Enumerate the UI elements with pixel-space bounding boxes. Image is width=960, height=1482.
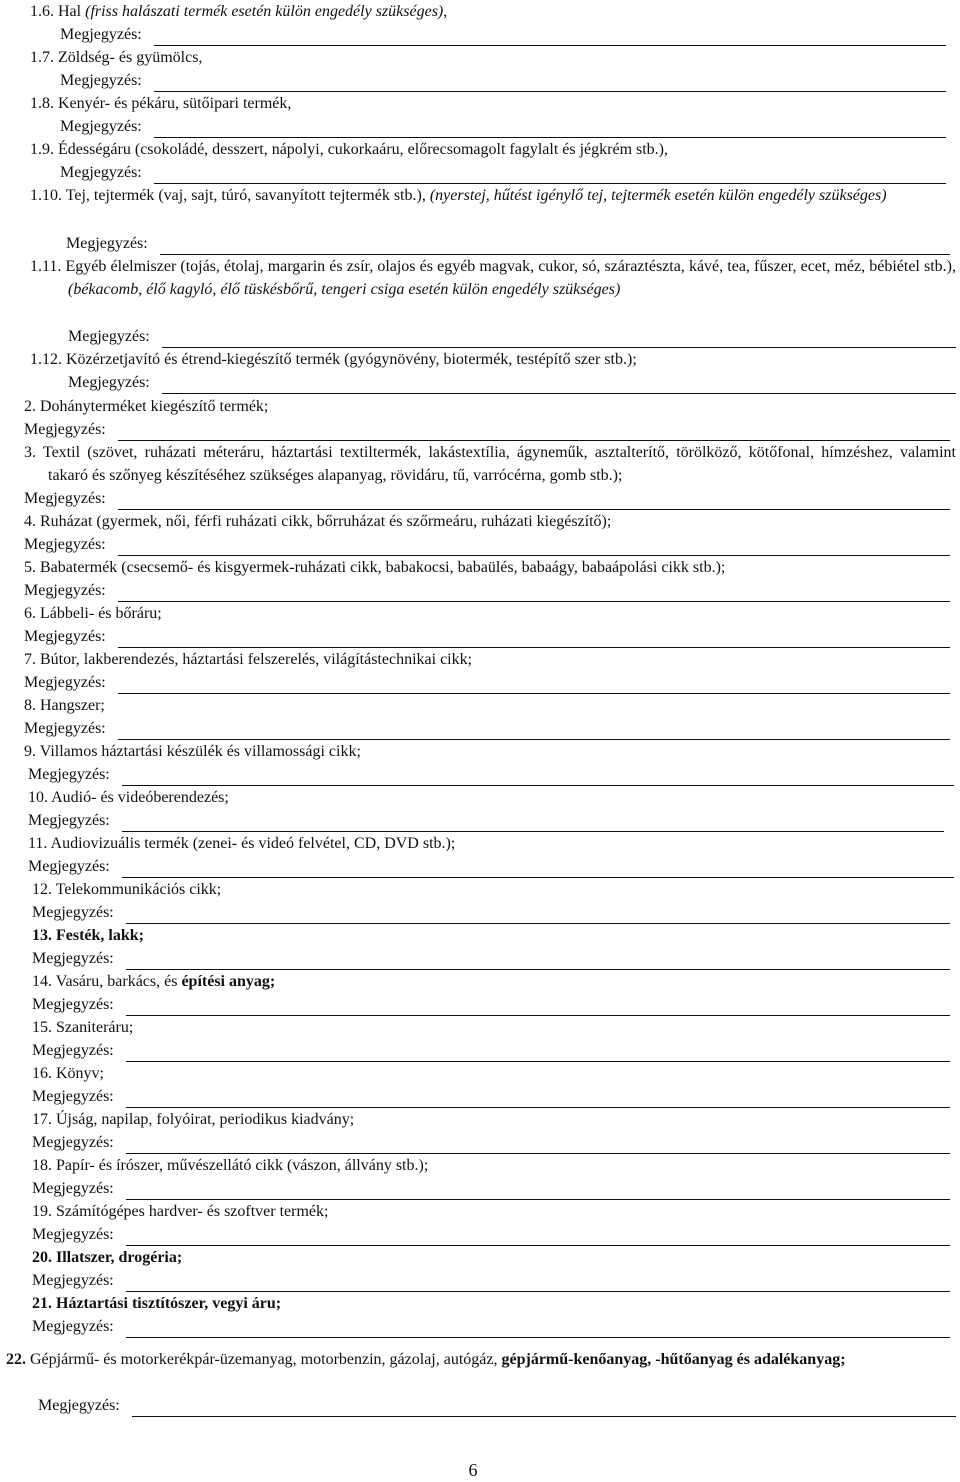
note-field[interactable] xyxy=(32,1177,950,1200)
note-field[interactable] xyxy=(60,23,946,46)
item-text: Egyéb élelmiszer (tojás, étolaj, margarin és zsír, olajos és egyéb magvak, cukor, só, száraztészta, kávé, tea, fűszer, ecet, méz, bébiétel stb.), xyxy=(65,258,956,275)
item-21 xyxy=(32,1292,281,1315)
note-label: Megjegyzés: xyxy=(24,490,106,507)
item-text: Lábbeli- és bőráru; xyxy=(40,605,162,622)
note-field[interactable] xyxy=(68,325,956,348)
item-number: 16. xyxy=(32,1065,52,1082)
item-number: 1.12. xyxy=(30,351,62,368)
note-line xyxy=(162,376,956,394)
item-14 xyxy=(32,970,275,993)
note-field[interactable] xyxy=(32,1039,950,1062)
note-line xyxy=(126,1044,950,1062)
item-number: 14. xyxy=(32,973,52,990)
note-field[interactable] xyxy=(68,371,956,394)
item-text: Audió- és videóberendezés; xyxy=(51,789,229,806)
note-line xyxy=(126,1136,950,1154)
note-label: Megjegyzés: xyxy=(60,72,142,89)
note-label: Megjegyzés: xyxy=(28,812,110,829)
note-label: Megjegyzés: xyxy=(28,766,110,783)
note-label: Megjegyzés: xyxy=(32,904,114,921)
item-text: Vasáru, barkács, és xyxy=(55,973,182,990)
item-12 xyxy=(32,878,221,901)
note-line xyxy=(118,676,950,694)
note-field[interactable] xyxy=(32,1085,950,1108)
note-line xyxy=(132,1399,956,1417)
item-text: Újság, napilap, folyóirat, periodikus kiadvány; xyxy=(56,1111,355,1128)
note-label: Megjegyzés: xyxy=(32,950,114,967)
note-label: Megjegyzés: xyxy=(60,164,142,181)
item-number: 1.11. xyxy=(30,258,62,275)
note-field[interactable] xyxy=(28,763,954,786)
note-field[interactable] xyxy=(24,579,950,602)
note-field[interactable] xyxy=(32,1131,950,1154)
item-text: Számítógépes hardver- és szoftver termék; xyxy=(56,1203,329,1220)
item-17 xyxy=(32,1108,354,1131)
note-label: Megjegyzés: xyxy=(32,1134,114,1151)
item-text: Édességáru (csokoládé, desszert, nápolyi, cukorkaáru, előrecsomagolt fagylalt és jégkrém stb.), xyxy=(58,141,669,158)
item-1-9 xyxy=(30,138,668,161)
note-label: Megjegyzés: xyxy=(24,628,106,645)
item-number: 21. xyxy=(32,1295,52,1312)
note-line xyxy=(118,630,950,648)
note-field[interactable] xyxy=(28,855,954,878)
item-9 xyxy=(24,740,361,763)
note-line xyxy=(122,814,944,832)
note-line xyxy=(126,1274,950,1292)
item-number: 12. xyxy=(32,881,52,898)
note-line xyxy=(122,860,954,878)
item-number: 1.10. xyxy=(30,187,62,204)
item-number: 6. xyxy=(24,605,36,622)
note-line xyxy=(126,1090,950,1108)
item-text: Textil (szövet, ruházati méteráru, háztartási textiltermék, lakástextília, ágyneműk, asztalterítő, törölköző, kötőfonal, hímzéshez, valamint takaró és szőnyeg készítéséhez szükséges alapanyag, rövidáru, tű, varrócérna, gomb stb.); xyxy=(42,444,956,484)
item-1-10 xyxy=(30,184,956,207)
item-text-bold: gépjármű-kenőanyag, -hűtőanyag és adalékanyag; xyxy=(501,1351,846,1368)
item-11 xyxy=(28,832,455,855)
item-number: 11. xyxy=(28,835,48,852)
item-text: Audiovizuális termék (zenei- és videó felvétel, CD, DVD stb.); xyxy=(50,835,456,852)
item-number: 1.8. xyxy=(30,95,54,112)
note-label: Megjegyzés: xyxy=(32,1088,114,1105)
item-19 xyxy=(32,1200,328,1223)
item-number: 18. xyxy=(32,1157,52,1174)
item-text: Hal xyxy=(58,3,86,20)
note-label: Megjegyzés: xyxy=(32,996,114,1013)
note-field[interactable] xyxy=(24,533,950,556)
note-field[interactable] xyxy=(24,717,950,740)
note-label: Megjegyzés: xyxy=(66,235,148,252)
item-text: Szaniteráru; xyxy=(56,1019,134,1036)
item-number: 15. xyxy=(32,1019,52,1036)
note-field[interactable] xyxy=(24,487,950,510)
note-field[interactable] xyxy=(32,1223,950,1246)
item-7 xyxy=(24,648,472,671)
note-field[interactable] xyxy=(32,1315,950,1338)
item-number: 13. xyxy=(32,927,52,944)
item-text: Festék, lakk; xyxy=(56,927,144,944)
note-label: Megjegyzés: xyxy=(24,421,106,438)
note-line xyxy=(162,330,956,348)
item-text: Könyv; xyxy=(56,1065,104,1082)
note-label: Megjegyzés: xyxy=(32,1180,114,1197)
item-10 xyxy=(28,786,229,809)
note-line xyxy=(126,998,950,1016)
note-line xyxy=(126,1182,950,1200)
note-line xyxy=(154,166,946,184)
note-field[interactable] xyxy=(66,232,950,255)
note-line xyxy=(126,906,950,924)
item-13 xyxy=(32,924,144,947)
note-field[interactable] xyxy=(28,809,944,832)
note-field[interactable] xyxy=(60,115,946,138)
note-field[interactable] xyxy=(60,161,946,184)
item-text: Közérzetjavító és étrend-kiegészítő termék (gyógynövény, biotermék, testépítő szer stb.); xyxy=(66,351,637,368)
note-label: Megjegyzés: xyxy=(32,1226,114,1243)
note-label: Megjegyzés: xyxy=(24,720,106,737)
item-number: 7. xyxy=(24,651,36,668)
item-text: Papír- és írószer, művészellátó cikk (vászon, állvány stb.); xyxy=(56,1157,429,1174)
item-3 xyxy=(24,441,956,487)
item-text: Dohányterméket kiegészítő termék; xyxy=(40,398,269,415)
note-line xyxy=(126,952,950,970)
item-number: 2. xyxy=(24,398,36,415)
item-22 xyxy=(6,1348,956,1371)
item-1-12 xyxy=(30,348,637,371)
note-line xyxy=(118,722,950,740)
item-number: 22. xyxy=(6,1351,26,1368)
note-field[interactable] xyxy=(24,671,950,694)
item-number: 1.7. xyxy=(30,49,54,66)
item-1-6 xyxy=(30,0,447,23)
page-number: 6 xyxy=(468,1460,478,1480)
note-field[interactable] xyxy=(32,1269,950,1292)
item-18 xyxy=(32,1154,428,1177)
item-text: Gépjármű- és motorkerékpár-üzemanyag, motorbenzin, gázolaj, autógáz, xyxy=(30,1351,502,1368)
item-text: Tej, tejtermék (vaj, sajt, túró, savanyított tejtermék stb.), xyxy=(65,187,430,204)
item-15 xyxy=(32,1016,133,1039)
note-line xyxy=(126,1228,950,1246)
note-label: Megjegyzés: xyxy=(24,674,106,691)
note-label: Megjegyzés: xyxy=(24,582,106,599)
item-text: Háztartási tisztítószer, vegyi áru; xyxy=(56,1295,282,1312)
item-text: Zöldség- és gyümölcs, xyxy=(58,49,203,66)
note-line xyxy=(118,538,950,556)
note-line xyxy=(118,423,950,441)
item-text: Bútor, lakberendezés, háztartási felszerelés, világítástechnikai cikk; xyxy=(40,651,473,668)
note-label: Megjegyzés: xyxy=(32,1318,114,1335)
item-16 xyxy=(32,1062,104,1085)
note-line xyxy=(154,74,946,92)
note-label: Megjegyzés: xyxy=(60,26,142,43)
item-text: Illatszer, drogéria; xyxy=(56,1249,183,1266)
item-1-11 xyxy=(30,255,956,301)
item-number: 1.6. xyxy=(30,3,54,20)
item-text: Babatermék (csecsemő- és kisgyermek-ruházati cikk, babakocsi, babaülés, babaágy, babaápolási cikk stb.); xyxy=(40,559,726,576)
note-field[interactable] xyxy=(24,418,950,441)
note-line xyxy=(122,768,954,786)
note-field[interactable] xyxy=(32,993,950,1016)
note-field[interactable] xyxy=(60,69,946,92)
item-number: 20. xyxy=(32,1249,52,1266)
item-1-8 xyxy=(30,92,291,115)
item-text: Telekommunikációs cikk; xyxy=(55,881,222,898)
item-text: Kenyér- és pékáru, sütőipari termék, xyxy=(58,95,292,112)
note-label: Megjegyzés: xyxy=(60,118,142,135)
note-label: Megjegyzés: xyxy=(32,1042,114,1059)
item-note-italic: (friss halászati termék esetén külön engedély szükséges) xyxy=(85,3,444,20)
item-20 xyxy=(32,1246,182,1269)
note-line xyxy=(118,584,950,602)
item-text-bold: építési anyag; xyxy=(181,973,276,990)
note-label: Megjegyzés: xyxy=(32,1272,114,1289)
item-punct: , xyxy=(443,3,448,20)
item-8 xyxy=(24,694,105,717)
item-text: Hangszer; xyxy=(40,697,105,714)
item-note-italic: (nyerstej, hűtést igénylő tej, tejtermék esetén külön engedély szükséges) xyxy=(429,187,887,204)
item-number: 5. xyxy=(24,559,36,576)
note-label: Megjegyzés: xyxy=(38,1397,120,1414)
item-number: 8. xyxy=(24,697,36,714)
item-number: 10. xyxy=(28,789,48,806)
item-text: Ruházat (gyermek, női, férfi ruházati cikk, bőrruházat és szőrmeáru, ruházati kiegészítő); xyxy=(40,513,612,530)
item-number: 4. xyxy=(24,513,36,530)
note-field[interactable] xyxy=(32,901,950,924)
note-line xyxy=(154,120,946,138)
item-text: Villamos háztartási készülék és villamossági cikk; xyxy=(39,743,361,760)
note-field[interactable] xyxy=(32,947,950,970)
item-number: 1.9. xyxy=(30,141,54,158)
item-5 xyxy=(24,556,725,579)
item-1-7 xyxy=(30,46,202,69)
note-field[interactable] xyxy=(38,1394,956,1417)
note-label: Megjegyzés: xyxy=(28,858,110,875)
item-2 xyxy=(24,395,268,418)
item-6 xyxy=(24,602,162,625)
item-number: 3. xyxy=(24,444,36,461)
note-line xyxy=(126,1320,950,1338)
note-field[interactable] xyxy=(24,625,950,648)
note-label: Megjegyzés: xyxy=(68,328,150,345)
item-note-italic: (békacomb, élő kagyló, élő tüskésbőrű, tengeri csiga esetén külön engedély szükséges) xyxy=(68,281,621,298)
note-label: Megjegyzés: xyxy=(68,374,150,391)
item-4 xyxy=(24,510,611,533)
note-label: Megjegyzés: xyxy=(24,536,106,553)
item-number: 9. xyxy=(24,743,36,760)
note-line xyxy=(154,28,946,46)
item-number: 19. xyxy=(32,1203,52,1220)
item-number: 17. xyxy=(32,1111,52,1128)
note-line xyxy=(160,237,950,255)
note-line xyxy=(118,492,950,510)
